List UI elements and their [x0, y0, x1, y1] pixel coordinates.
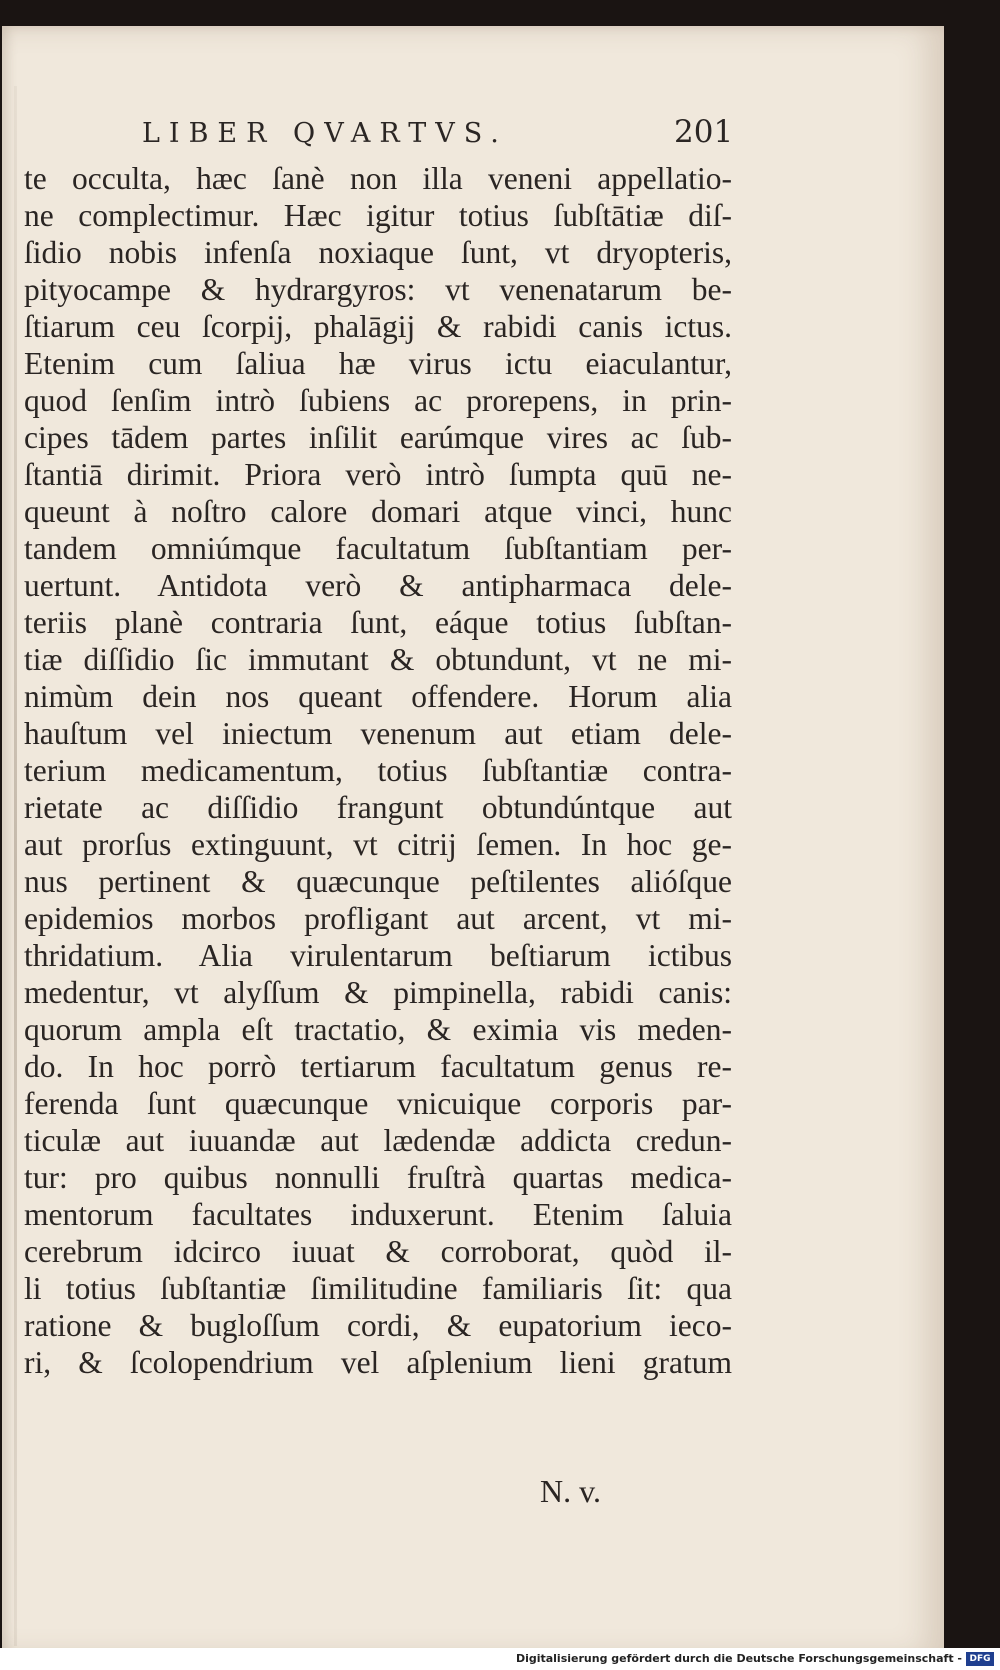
text-line: nus pertinent & quæcunque peſtilentes alióſque	[24, 864, 732, 899]
text-line: te occulta, hæc ſanè non illa veneni appellatio-	[24, 161, 732, 196]
text-line: nimùm dein nos queant offendere. Horum alia	[24, 679, 732, 714]
text-line: ne complectimur. Hæc igitur totius ſubſtātiæ diſ-	[24, 198, 732, 233]
running-head: LIBER QVARTVS.	[142, 118, 508, 149]
text-line: aut prorſus extinguunt, vt citrij ſemen. In hoc ge-	[24, 827, 732, 862]
text-line: ſtiarum ceu ſcorpij, phalāgij & rabidi canis ictus.	[24, 309, 732, 344]
text-line: cerebrum idcirco iuuat & corroborat, quòd il-	[24, 1234, 732, 1269]
text-line: thridatium. Alia virulentarum beſtiarum ictibus	[24, 938, 732, 973]
text-line: ticulæ aut iuuandæ aut lædendæ addicta credun-	[24, 1123, 732, 1158]
digitization-footer	[0, 1648, 1000, 1670]
text-line: hauſtum vel iniectum venenum aut etiam dele-	[24, 716, 732, 751]
text-line: ſidio nobis infenſa noxiaque ſunt, vt dryopteris,	[24, 235, 732, 270]
page-number: 201	[674, 114, 734, 150]
text-line: queunt à noſtro calore domari atque vinci, hunc	[24, 494, 732, 529]
text-line: mentorum facultates induxerunt. Etenim ſaluia	[24, 1197, 732, 1232]
text-line: li totius ſubſtantiæ ſimilitudine familiaris ſit: qua	[24, 1271, 732, 1306]
body-text	[24, 160, 732, 1381]
text-line: ferenda ſunt quæcunque vnicuique corporis par-	[24, 1086, 732, 1121]
text-line: do. In hoc porrò tertiarum facultatum genus re-	[24, 1049, 732, 1084]
text-line: ri, & ſcolopendrium vel aſplenium lieni gratum	[24, 1345, 732, 1380]
text-line: epidemios morbos profligant aut arcent, vt mi-	[24, 901, 732, 936]
text-line: ſtantiā dirimit. Priora verò intrò ſumpta quū ne-	[24, 457, 732, 492]
text-line: teriis planè contraria ſunt, eáque totius ſubſtan-	[24, 605, 732, 640]
text-line: uertunt. Antidota verò & antipharmaca dele-	[24, 568, 732, 603]
text-line: Etenim cum ſaliua hæ virus ictu eiaculantur,	[24, 346, 732, 381]
text-line: tur: pro quibus nonnulli fruſtrà quartas medica-	[24, 1160, 732, 1195]
text-line: quod ſenſim intrò ſubiens ac prorepens, in prin-	[24, 383, 732, 418]
text-line: tandem omniúmque facultatum ſubſtantiam per-	[24, 531, 732, 566]
text-line: pityocampe & hydrargyros: vt venenatarum be-	[24, 272, 732, 307]
signature-mark: N. v.	[540, 1473, 602, 1509]
text-line: terium medicamentum, totius ſubſtantiæ contra-	[24, 753, 732, 788]
text-line: quorum ampla eſt tractatio, & eximia vis meden-	[24, 1012, 732, 1047]
funding-credit: Digitalisierung gefördert durch die Deutsche Forschungsgemeinschaft -	[515, 1652, 962, 1665]
book-page	[2, 26, 944, 1656]
text-line: rietate ac diſſidio frangunt obtundúntque aut	[24, 790, 732, 825]
dfg-logo-icon: DFG	[966, 1652, 994, 1666]
text-line: medentur, vt alyſſum & pimpinella, rabidi canis:	[24, 975, 732, 1010]
page-gutter-shadow	[14, 86, 17, 1646]
text-line: ratione & bugloſſum cordi, & eupatorium ieco-	[24, 1308, 732, 1343]
text-line: cipes tādem partes inſilit earúmque vires ac ſub-	[24, 420, 732, 455]
text-line: tiæ diſſidio ſic immutant & obtundunt, vt ne mi-	[24, 642, 732, 677]
